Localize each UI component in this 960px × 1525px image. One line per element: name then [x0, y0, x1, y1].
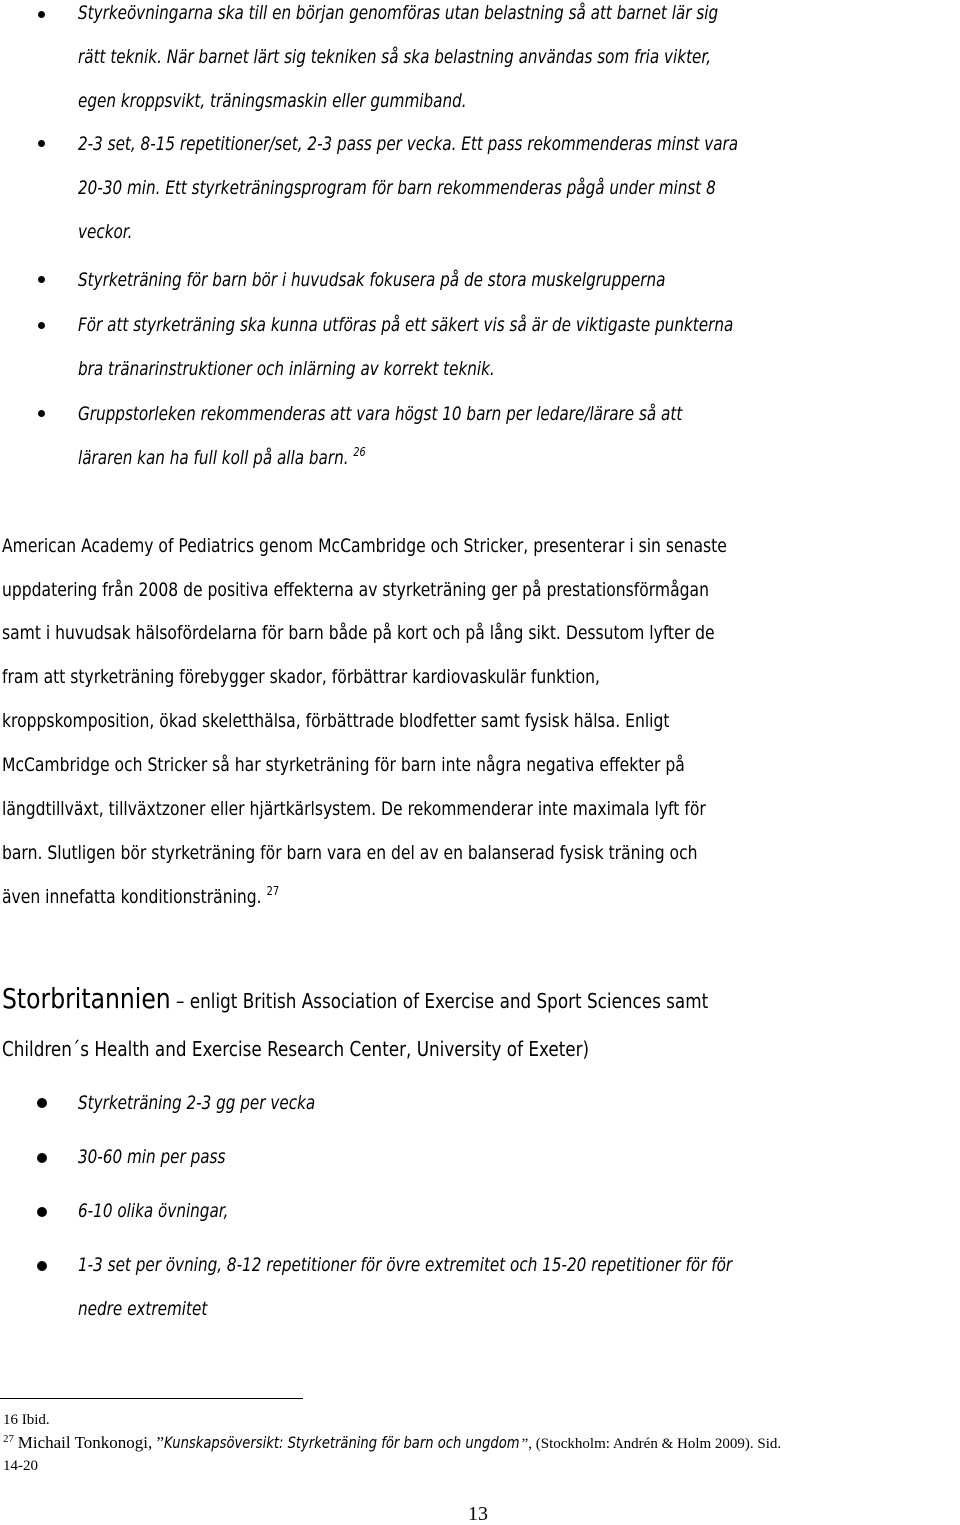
footnote-27 — [3, 1432, 781, 1455]
footnote-16: 16 Ibid. — [3, 1412, 50, 1428]
paragraph-line — [2, 882, 279, 912]
heading-line — [2, 982, 708, 1016]
list-item-line: För att styrketräning ska kunna utföras på ett säkert vis så är de viktigaste punkterna — [78, 314, 734, 336]
bullet-dot — [38, 11, 45, 18]
heading-subtitle: – enligt British Association of Exercise and Sport Sciences samt — [170, 989, 709, 1013]
footnote-separator — [0, 1398, 303, 1399]
bullet-dot — [38, 322, 45, 329]
heading-title: Storbritannien — [2, 982, 171, 1015]
list-item-line: Styrketräning för barn bör i huvudsak fokusera på de stora muskelgrupperna — [78, 269, 666, 291]
paragraph-line: längdtillväxt, tillväxtzoner eller hjärtkärlsystem. De rekommenderar inte maximala lyft för — [2, 798, 706, 820]
list-item-line: 6-10 olika övningar, — [78, 1200, 229, 1222]
list-item-line: veckor. — [78, 221, 133, 243]
bullet-dot — [38, 276, 45, 283]
paragraph-line: fram att styrketräning förebygger skador, förbättrar kardiovaskulär funktion, — [2, 666, 600, 688]
paragraph-text: även innefatta konditionsträning. — [2, 886, 267, 908]
list-item-line: 1-3 set per övning, 8-12 repetitioner för övre extremitet och 15-20 repetitioner för för — [78, 1254, 733, 1276]
paragraph-line: McCambridge och Stricker så har styrketräning för barn inte några negativa effekter på — [2, 754, 685, 776]
paragraph-line: American Academy of Pediatrics genom McCambridge och Stricker, presenterar i sin senaste — [2, 535, 727, 557]
paragraph-line: samt i huvudsak hälsofördelarna för barn både på kort och på lång sikt. Dessutom lyfter de — [2, 622, 715, 644]
list-item-text: läraren kan ha full koll på alla barn. — [78, 447, 354, 469]
footnote-publisher: ”, (Stockholm: Andrén & Holm 2009). Sid. — [521, 1436, 782, 1452]
footnote-title: Kunskapsöversikt: Styrketräning för barn och ungdom — [164, 1433, 520, 1452]
footnote-author: Michail Tonkonogi, ” — [17, 1433, 165, 1452]
footnote-ref: 27 — [266, 884, 280, 898]
list-item-line: Gruppstorleken rekommenderas att vara högst 10 barn per ledare/lärare så att — [78, 403, 683, 425]
footnote-ref: 26 — [353, 445, 366, 459]
list-item-line: bra tränarinstruktioner och inlärning av korrekt teknik. — [78, 358, 495, 380]
footnote-number: 27 — [3, 1433, 14, 1445]
footnote-27-continued: 14-20 — [3, 1458, 38, 1474]
list-item-line: Styrketräning 2-3 gg per vecka — [78, 1092, 316, 1114]
paragraph-line: kroppskomposition, ökad skeletthälsa, förbättrade blodfetter samt fysisk hälsa. Enligt — [2, 710, 670, 732]
list-item-line: nedre extremitet — [78, 1298, 208, 1320]
bullet-dot — [37, 1153, 47, 1163]
bullet-dot — [37, 1261, 47, 1271]
list-item-line: 20-30 min. Ett styrketräningsprogram för barn rekommenderas pågå under minst 8 — [78, 177, 716, 199]
bullet-dot — [38, 140, 45, 147]
page-number: 13 — [468, 1503, 488, 1525]
list-item-line: rätt teknik. När barnet lärt sig tekniken så ska belastning användas som fria vikter, — [78, 46, 712, 68]
list-item-line: egen kroppsvikt, träningsmaskin eller gummiband. — [78, 90, 467, 112]
list-item-line — [78, 443, 366, 473]
list-item-line: 30-60 min per pass — [78, 1146, 226, 1168]
list-item-line: Styrkeövningarna ska till en början genomföras utan belastning så att barnet lär sig — [78, 2, 719, 24]
bullet-dot — [37, 1207, 47, 1217]
list-item-line: 2-3 set, 8-15 repetitioner/set, 2-3 pass per vecka. Ett pass rekommenderas minst vara — [78, 133, 739, 155]
heading-line: Children´s Health and Exercise Research Center, University of Exeter) — [2, 1037, 590, 1061]
bullet-dot — [37, 1098, 47, 1108]
bullet-dot — [38, 410, 45, 417]
paragraph-line: uppdatering från 2008 de positiva effekterna av styrketräning ger på prestationsförmågan — [2, 579, 709, 601]
paragraph-line: barn. Slutligen bör styrketräning för barn vara en del av en balanserad fysisk träning och — [2, 842, 698, 864]
